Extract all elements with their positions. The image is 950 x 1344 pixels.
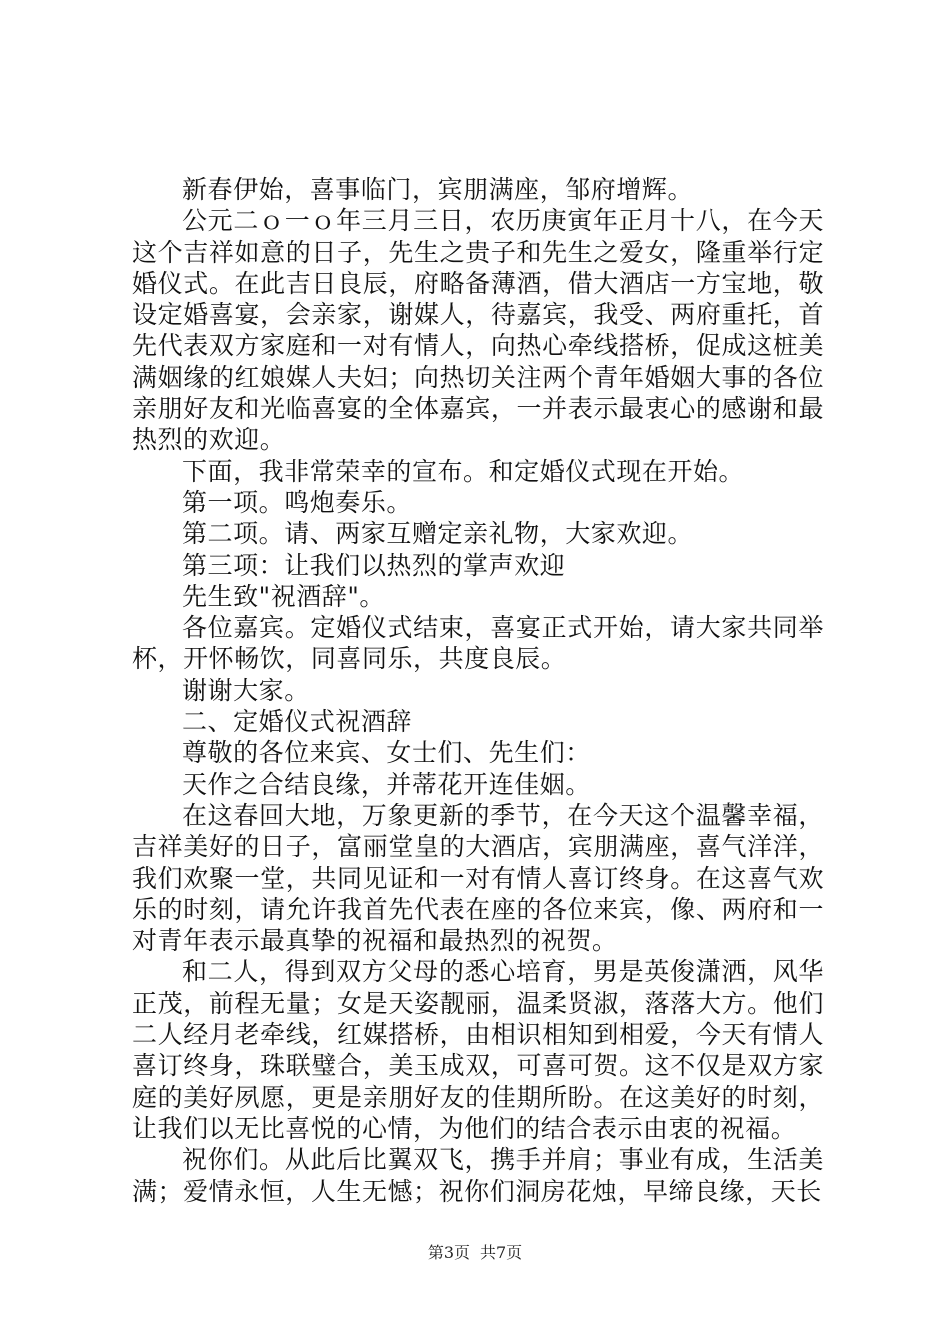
document-body: [132, 174, 824, 1207]
paragraph: 下面，我非常荣幸的宣布。和定婚仪式现在开始。: [182, 456, 745, 486]
paragraph: 谢谢大家。: [182, 675, 310, 705]
paragraph: 第三项：让我们以热烈的掌声欢迎: [182, 550, 566, 580]
paragraph: 各位嘉宾。定婚仪式结束，喜宴正式开始，请大家共同举杯，开怀畅饮，同喜同乐，共度良辰。: [132, 613, 824, 674]
salutation: 尊敬的各位来宾、女士们、先生们：: [182, 738, 591, 768]
section-heading: 二、定婚仪式祝酒辞: [182, 707, 412, 737]
paragraph: 新春伊始，喜事临门，宾朋满座，邹府增辉。: [182, 175, 694, 204]
page-number: 第3页: [427, 1243, 470, 1262]
paragraph: 在这春回大地，万象更新的季节，在今天这个温馨幸福，吉祥美好的日子，富丽堂皇的大酒店，宾朋满座，喜气洋洋，我们欢聚一堂，共同见证和一对有情人喜订终身。在这喜气欢乐的时刻，请允许我首先代表在座的各位来宾，像、两府和一对青年表示最真挚的祝福和最热烈的祝贺。: [132, 800, 824, 956]
paragraph: 第一项。鸣炮奏乐。: [182, 487, 412, 517]
page-footer: [0, 1243, 950, 1263]
paragraph: 天作之合结良缘，并蒂花开连佳姻。: [182, 769, 591, 799]
paragraph: 先生致"祝酒辞"。: [182, 581, 385, 611]
paragraph: 第二项。请、两家互赠定亲礼物，大家欢迎。: [182, 519, 694, 549]
paragraph: 公元二ｏ一ｏ年三月三日，农历庚寅年正月十八，在今天这个吉祥如意的日子，先生之贵子和先生之爱女，隆重举行定婚仪式。在此吉日良辰，府略备薄酒，借大酒店一方宝地，敬设定婚喜宴，会亲家，谢媒人，待嘉宾，我受、两府重托，首先代表双方家庭和一对有情人，向热心牵线搭桥，促成这桩美满姻缘的红娘媒人夫妇；向热切关注两个青年婚姻大事的各位亲朋好友和光临喜宴的全体嘉宾，一并表示最衷心的感谢和最热烈的欢迎。: [132, 206, 824, 455]
paragraph: 和二人，得到双方父母的悉心培育，男是英俊潇洒，风华正茂，前程无量；女是天姿靓丽，温柔贤淑，落落大方。他们二人经月老牵线，红媒搭桥，由相识相知到相爱，今天有情人喜订终身，珠联璧合，美玉成双，可喜可贺。这不仅是双方家庭的美好夙愿，更是亲朋好友的佳期所盼。在这美好的时刻，让我们以无比喜悦的心情，为他们的结合表示由衷的祝福。: [132, 957, 824, 1143]
page-total: 共7页: [480, 1243, 523, 1262]
paragraph: 祝你们。从此后比翼双飞，携手并肩；事业有成，生活美满；爱情永恒，人生无憾；祝你们洞房花烛，早缔良缘，天长: [132, 1145, 824, 1206]
